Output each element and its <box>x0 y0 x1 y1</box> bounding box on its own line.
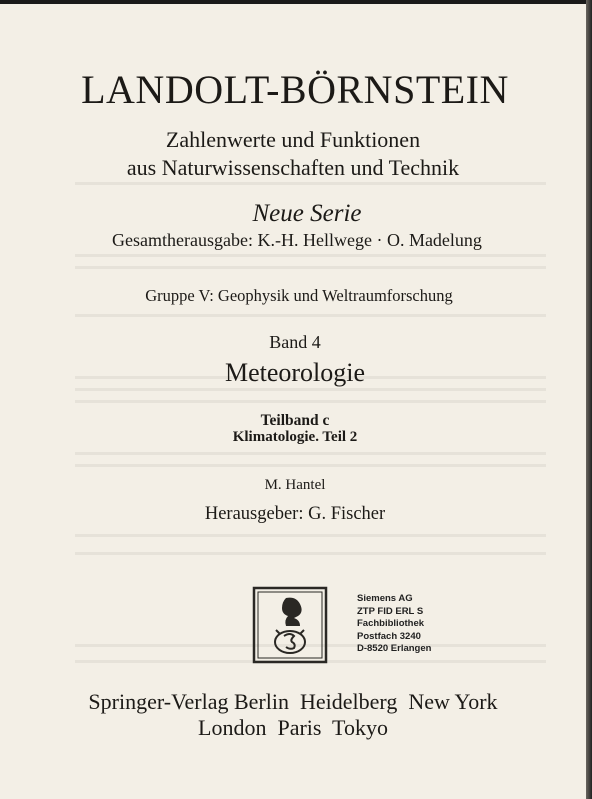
show-through-text <box>75 388 546 391</box>
subtitle-line-1: Zahlenwerte und Funktionen <box>165 127 421 152</box>
stamp-line: D-8520 Erlangen <box>357 643 432 654</box>
show-through-text <box>75 452 546 455</box>
page-edge <box>586 0 592 799</box>
springer-knight-logo-icon <box>250 584 330 666</box>
volume-number: Band 4 <box>269 332 321 352</box>
subvolume-title: Klimatologie. Teil 2 <box>232 429 358 445</box>
show-through-text <box>75 314 546 317</box>
publisher-cities-2: London Paris Tokyo <box>198 715 388 740</box>
group-title: Gruppe V: Geophysik und Weltraumforschung <box>145 286 453 305</box>
publisher-cities-1: Springer-Verlag Berlin Heidelberg New York <box>88 689 498 714</box>
author-name: M. Hantel <box>264 477 326 493</box>
subvolume-number: Teilband c <box>260 412 330 429</box>
volume-title: Meteorologie <box>224 358 366 387</box>
stamp-line: ZTP FID ERL S <box>357 605 424 617</box>
general-editors: Gesamtherausgabe: K.-H. Hellwege · O. Madelung <box>112 230 482 250</box>
book-title: LANDOLT-BÖRNSTEIN <box>81 67 509 112</box>
series-name: Neue Serie <box>252 200 362 227</box>
show-through-text <box>75 534 546 537</box>
show-through-text <box>75 464 546 467</box>
stamp-line: Postfach 3240 <box>357 630 421 642</box>
title-page <box>0 4 586 799</box>
show-through-text <box>75 182 546 185</box>
stamp-line: Fachbibliothek <box>357 618 425 629</box>
library-stamp <box>357 593 497 656</box>
show-through-text <box>75 266 546 269</box>
show-through-text <box>75 254 546 257</box>
show-through-text <box>75 552 546 555</box>
stamp-line: Siemens AG <box>357 593 413 604</box>
volume-editor: Herausgeber: G. Fischer <box>204 504 386 524</box>
subtitle-line-2: aus Naturwissenschaften und Technik <box>126 155 460 180</box>
show-through-text <box>75 400 546 403</box>
